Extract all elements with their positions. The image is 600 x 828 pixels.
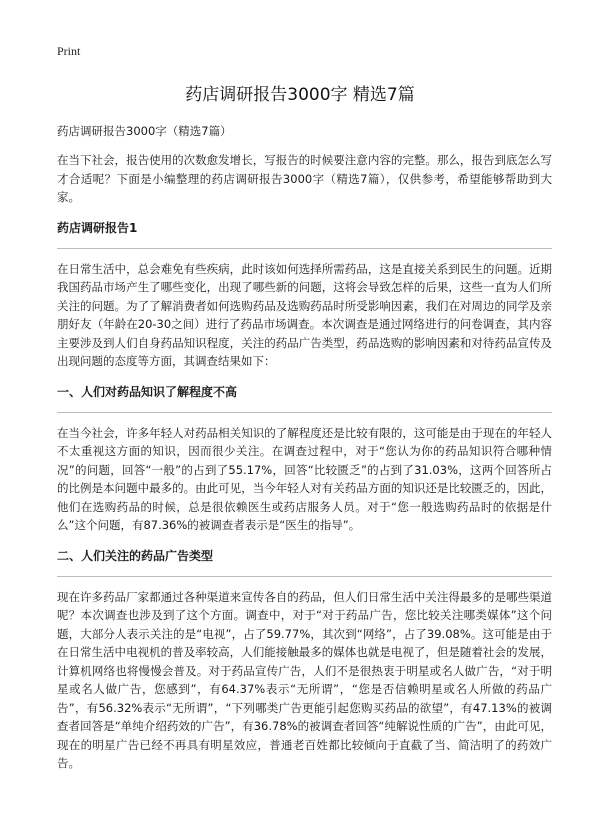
- intro-paragraph: 在当下社会，报告使用的次数愈发增长，写报告的时候要注意内容的完整。那么，报告到底怎么写才合适呢？下面是小编整理的药店调研报告3000字（精选7篇），仅供参考，希望能够帮助到大家。: [57, 153, 552, 204]
- article-subtitle: 药店调研报告3000字（精选7篇）: [57, 124, 232, 138]
- article-body: [57, 122, 552, 785]
- section2-paragraph: 现在许多药品厂家都通过各种渠道来宣传各自的药品，但人们日常生活中关注得最多的是哪些渠道呢？本次调查也涉及到了这个方面。调查中，对于“对于药品广告，您比较关注哪类媒体”这个问题，大部分人表示关注的是“电视”，占了59.77%，其次到“网络”，占了39.08%。这可能是由于在日常生活中电视机的普及率较高，人们能接触最多的媒体也就是电视了，但是随着社会的发展，计算机网络也将慢慢会普及。对于药品宣传广告，人们不是很热衷于明星或名人做广告，“对于明星或名人做广告，您感到”，有64.37%表示“无所谓”，“您是否信赖明星或名人所做的药品广告”，有56.32%表示“无所谓”，“下列哪类广告更能引起您购买药品的欲望”，有47.13%的被调查者回答是“单纯介绍药效的广告”，有36.78%的被调查者回答“纯解说性质的广告”，由此可见，现在的明星广告已经不再具有明星效应，普通老百姓都比较倾向于直截了当、简洁明了的药效广告。: [57, 589, 552, 770]
- report1-heading: 药店调研报告1: [57, 220, 138, 235]
- section-divider: [57, 248, 552, 249]
- section-divider: [57, 412, 552, 413]
- report1-paragraph: 在日常生活中，总会难免有些疾病，此时该如何选择所需药品，这是直接关系到民生的问题。近期我国药品市场产生了哪些变化，出现了哪些新的问题，这将会导致怎样的后果，这些一直为人们所关注的问题。为了了解消费者如何选购药品及选购药品时所受影响因素，我们在对周边的同学及亲朋好友（年龄在20-30之间）进行了药品市场调查。本次调查是通过网络进行的问卷调查，其内容主要涉及到人们自身药品知识程度，关注的药品广告类型，药品选购的影响因素和对待药品宣传及出现问题的态度等方面，其调查结果如下：: [57, 261, 552, 368]
- page-title: 药店调研报告3000字 精选7篇: [185, 85, 415, 105]
- section2-heading: 二、人们关注的药品广告类型: [57, 548, 214, 563]
- section1-heading: 一、人们对药品知识了解程度不高: [57, 384, 238, 399]
- section-divider: [57, 576, 552, 577]
- section1-paragraph: 在当今社会，许多年轻人对药品相关知识的了解程度还是比较有限的，这可能是由于现在的年轻人不太重视这方面的知识，因而很少关注。在调查过程中，对于“您认为你的药品知识符合哪种情况”的问题，回答“一般”的占到了55.17%，回答“比较匮乏”的占到了31.03%，这两个回答所占的比例是本问题中最多的。由此可见，当今年轻人对有关药品方面的知识还是比较匮乏的，因此，他们在选购药品的时候，总是很依赖医生或药店服务人员。对于“您一般选购药品时的依据是什么”这个问题，有87.36%的被调查者表示是“医生的指导”。: [57, 425, 552, 532]
- print-link[interactable]: Print: [57, 44, 81, 58]
